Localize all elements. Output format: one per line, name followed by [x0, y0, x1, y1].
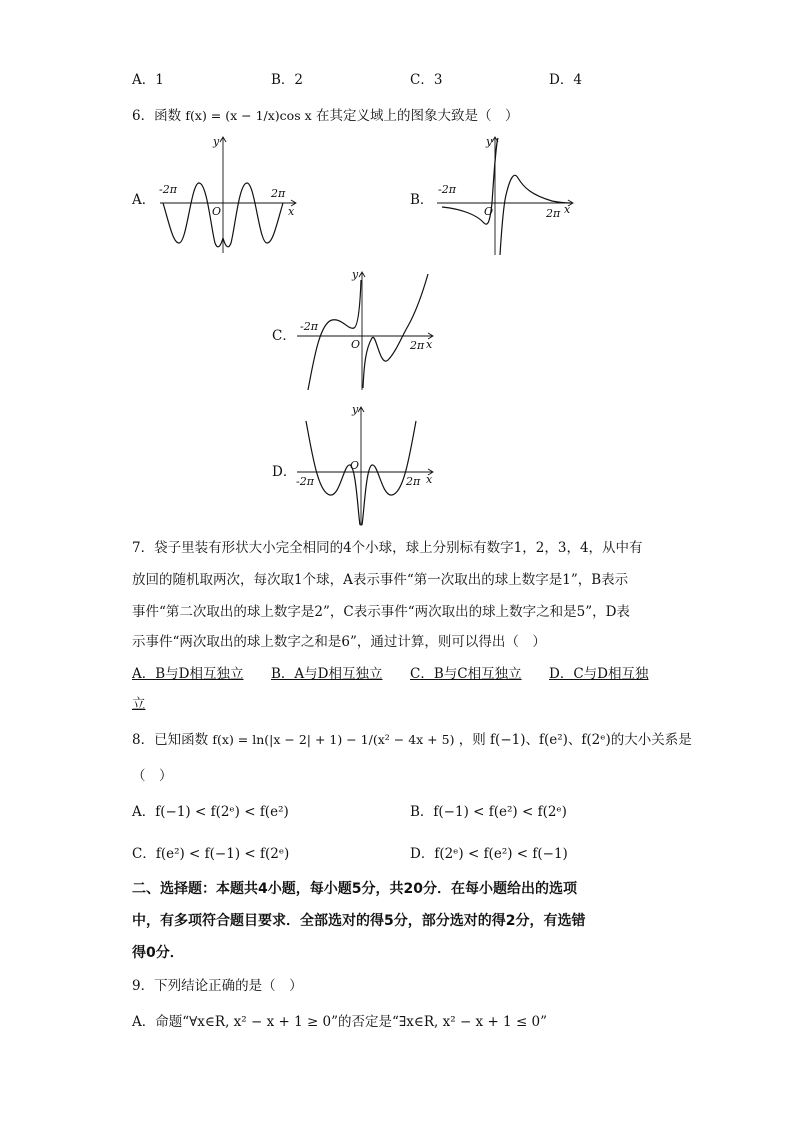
- q6-stem-prefix: 6．函数: [132, 108, 182, 124]
- origin-label: O: [484, 205, 494, 218]
- q6-graph-d: [292, 403, 442, 528]
- q7-line-2: 放回的随机取两次，每次取1个球，A表示事件“第一次取出的球上数字是1”，B表示: [132, 572, 629, 588]
- origin-label: O: [351, 338, 361, 351]
- q5-option-d: D．4: [549, 72, 582, 88]
- pos-2pi-label: 2π: [410, 339, 425, 352]
- curve-right: [362, 421, 416, 525]
- q7-line-4: 示事件“两次取出的球上数字之和是6”，通过计算，则可以得出（ ）: [132, 634, 546, 650]
- q8-paren: （ ）: [132, 768, 173, 784]
- section2-line-3: 得0分．: [132, 945, 184, 961]
- curve-left: [308, 280, 361, 390]
- pos-2pi-label: 2π: [406, 475, 421, 488]
- neg-2pi-label: -2π: [159, 183, 177, 196]
- q6-graph-c: [292, 268, 442, 393]
- x-label: x: [288, 205, 295, 218]
- q7-line-3: 事件“第二次取出的球上数字是2”，C表示事件“两次取出的球上数字之和是5”，D表: [132, 604, 630, 620]
- origin-label: O: [212, 205, 222, 218]
- q6-graph-a: [155, 133, 305, 258]
- x-label: x: [426, 473, 433, 486]
- neg-2pi-label: -2π: [300, 320, 318, 333]
- y-label: y: [486, 135, 493, 148]
- q8-stem: [132, 728, 692, 748]
- q8-formula: f(x) = ln(|x − 2| + 1) − 1/(x² − 4x + 5): [212, 732, 455, 747]
- q6-graph-b: [432, 133, 582, 258]
- curve-left: [306, 421, 360, 525]
- q6-option-d-label: D．: [272, 464, 297, 480]
- q7-option-a: A．B与D相互独立: [132, 666, 244, 682]
- q8-option-c: C．f(e²) < f(−1) < f(2ᵉ): [132, 846, 290, 862]
- q8-option-d: D．f(2ᵉ) < f(e²) < f(−1): [410, 846, 568, 862]
- q6-option-a-label: A．: [132, 192, 156, 208]
- q7-option-d: D．C与D相互独: [549, 666, 649, 682]
- q5-option-c: C．3: [410, 72, 443, 88]
- q9-option-a: A．命题“∀x∈R, x² − x + 1 ≥ 0”的否定是“∃x∈R, x² − x + 1 ≤ 0”: [132, 1014, 548, 1030]
- q6-stem: [132, 104, 518, 124]
- y-label: y: [352, 268, 359, 281]
- q7-option-d-wrap: 立: [132, 696, 146, 712]
- q6-stem-suffix: 在其定义域上的图象大致是（ ）: [315, 108, 519, 124]
- pos-2pi-label: 2π: [546, 207, 561, 220]
- q7-line-1: 7．袋子里装有形状大小完全相同的4个小球，球上分别标有数字1，2，3，4，从中有: [132, 540, 643, 556]
- q7-option-c: C．B与C相互独立: [410, 666, 522, 682]
- q8-option-a: A．f(−1) < f(2ᵉ) < f(e²): [132, 804, 289, 820]
- q6-option-c-label: C．: [272, 328, 296, 344]
- neg-2pi-label: -2π: [438, 183, 456, 196]
- x-label: x: [564, 203, 571, 216]
- q9-stem: 9．下列结论正确的是（ ）: [132, 978, 303, 994]
- q5-option-b: B．2: [271, 72, 304, 88]
- origin-label: O: [350, 459, 360, 472]
- curve-right: [500, 175, 572, 255]
- neg-2pi-label: -2π: [296, 475, 314, 488]
- q8-stem-prefix: 8．已知函数: [132, 732, 209, 748]
- x-label: x: [426, 338, 433, 351]
- y-label: y: [213, 135, 220, 148]
- q8-stem-suffix: ，则 f(−1)、f(e²)、f(2ᵉ)的大小关系是: [458, 732, 692, 748]
- y-label: y: [352, 403, 359, 416]
- q5-option-a: A．1: [132, 72, 164, 88]
- section2-line-2: 中，有多项符合题目要求．全部选对的得5分，部分选对的得2分，有选错: [132, 913, 586, 929]
- q6-option-b-label: B．: [410, 192, 434, 208]
- q6-formula: f(x) = (x − 1/x)cos x: [185, 108, 312, 123]
- section2-line-1: 二、选择题：本题共4小题，每小题5分，共20分．在每小题给出的选项: [132, 881, 577, 897]
- q7-option-b: B．A与D相互独立: [271, 666, 383, 682]
- pos-2pi-label: 2π: [271, 187, 286, 200]
- q8-option-b: B．f(−1) < f(e²) < f(2ᵉ): [410, 804, 567, 820]
- curve-right: [363, 274, 428, 388]
